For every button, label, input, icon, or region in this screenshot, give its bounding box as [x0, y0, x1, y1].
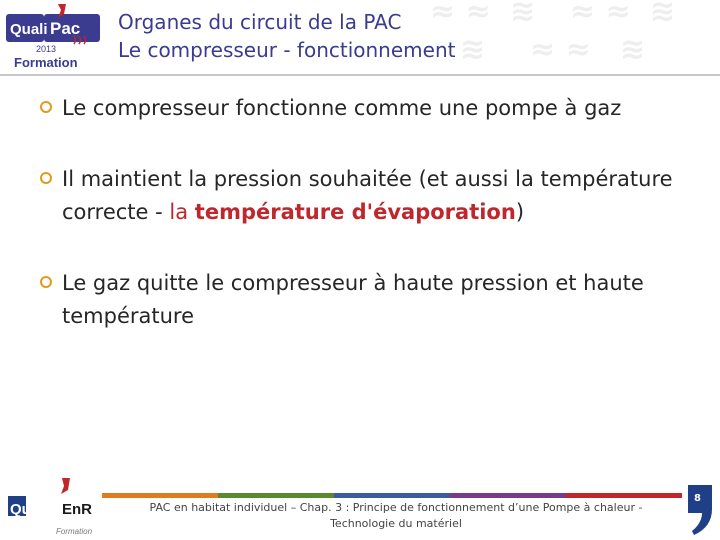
bullet-circle-icon	[40, 276, 52, 288]
header-watermark-pattern: ≈ ≈ ≋ ≈ ≈ ≋ ≋ ≈ ≈ ≋	[430, 0, 676, 67]
header-divider	[0, 74, 720, 76]
footer-logo-text: Qualit	[10, 501, 53, 518]
bullet-item-1	[40, 92, 700, 125]
bullet-item-2	[40, 163, 700, 229]
footer-bar-segment	[218, 493, 334, 498]
logo-text-quali: Quali	[10, 21, 48, 38]
slide-header	[0, 0, 720, 76]
logo-text-pac: Pac	[50, 19, 81, 38]
footer-bar-segment	[102, 493, 218, 498]
footer-caption-line2: Technologie du matériel	[330, 517, 462, 530]
footer-bar-segment	[566, 493, 682, 498]
bullet-highlight-bold: température d'évaporation	[194, 200, 516, 224]
bullet-list	[40, 92, 700, 333]
slide-title-line1: Organes du circuit de la PAC	[118, 10, 402, 34]
footer-color-bar	[102, 493, 682, 498]
footer-caption	[126, 500, 666, 532]
logo-formation: Formation	[14, 55, 78, 70]
bullet-text-3: Le gaz quitte le compresseur à haute pression et haute température	[62, 271, 644, 328]
footer-caption-line1: PAC en habitat individuel – Chap. 3 : Principe de fonctionnement d’une Pompe à chaleur -	[149, 501, 643, 514]
qualipac-logo	[6, 4, 104, 70]
bullet-circle-icon	[40, 101, 52, 113]
bullet-text-2: Il maintient la pression souhaitée (et aussi la température correcte -	[62, 167, 673, 224]
slide-title-line2: Le compresseur - fonctionnement	[118, 38, 456, 62]
logo-year: 2013	[36, 44, 57, 54]
bullet-highlight-plain: la	[169, 200, 195, 224]
footer-bar-segment	[334, 493, 450, 498]
slide-title	[118, 8, 455, 64]
footer-bar-segment	[450, 493, 566, 498]
page-number: 8	[694, 493, 701, 504]
footer-logo-text-enr: EnR	[62, 501, 92, 518]
bullet-text-2-end: )	[515, 200, 525, 224]
bullet-text-1: Le compresseur fonctionne comme une pompe à gaz	[62, 96, 622, 120]
footer-logo-formation: Formation	[56, 527, 93, 536]
footer-logo-apostrophe-icon	[61, 478, 70, 494]
bullet-item-3	[40, 267, 700, 333]
qualitenr-logo	[6, 478, 102, 538]
bullet-circle-icon	[40, 172, 52, 184]
